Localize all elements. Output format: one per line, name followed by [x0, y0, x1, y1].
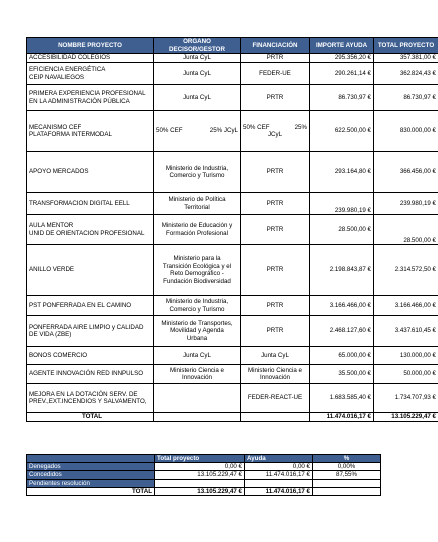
summary-pct [313, 479, 381, 487]
total-project-cell: 366.456,00 € [374, 152, 438, 193]
table-row [27, 85, 438, 111]
aid-amount-cell: 3.166.466,00 € [310, 296, 374, 316]
organ-cell: Junta CyL [154, 63, 241, 85]
aid-amount-cell: 622.500,00 € [310, 111, 374, 152]
aid-amount-cell: 65.000,00 € [310, 347, 374, 365]
header-project: NOMBRE PROYECTO [27, 38, 154, 54]
financing-cell: PRTR [241, 54, 310, 63]
summary-header-row [27, 455, 381, 463]
summary-aid: 11.474.016,17 € [245, 471, 313, 479]
financing-cell: PRTR [241, 85, 310, 111]
organ-cell: Ministerio para la Transición Ecológica y el Reto Demográfico - Fundación Biodiversidad [154, 245, 241, 296]
summary-pct: 0,00% [313, 463, 381, 471]
summary-total-pct-empty [313, 487, 381, 495]
financing-right: 25% [294, 123, 307, 131]
table-row [27, 215, 438, 245]
summary-row [27, 471, 381, 479]
summary-total-project: 13.105.229,47 € [155, 471, 245, 479]
table-row [27, 193, 438, 215]
financing-bottom: JCyL [267, 131, 283, 139]
project-name: AULA MENTOR UNID DE ORIENTACION PROFESIONAL [27, 215, 154, 245]
financing-cell: FEDER-REACT-UE [241, 384, 310, 413]
total-project-cell: 86.730,97 € [374, 85, 438, 111]
financing-cell: PRTR [241, 245, 310, 296]
header-financing: FINANCIACIÓN [241, 38, 310, 54]
organ-right: 25% JCyL [209, 127, 238, 135]
project-name: TRANSFORMACION DIGITAL EELL [27, 193, 154, 215]
project-name: ACCESIBILIDAD COLEGIOS [27, 54, 154, 63]
project-name: BONOS COMERCIO [27, 347, 154, 365]
total-project-cell: 362.824,43 € [374, 63, 438, 85]
project-name: MEJORA EN LA DOTACIÓN SERV. DE PREV.,EXT.INCENDIOS Y SALVAMENTO, [27, 384, 154, 413]
project-name: AGENTE INNOVACIÓN RED INNPULSO [27, 365, 154, 384]
financing-cell: PRTR [241, 215, 310, 245]
aid-amount-cell: 1.683.585,40 € [310, 384, 374, 413]
summary-header-pct: % [313, 455, 381, 463]
summary-total-project: 0,00 € [155, 463, 245, 471]
aid-amount-cell: 295.356,20 € [310, 54, 374, 63]
table-row [27, 245, 438, 296]
header-aid-amount: IMPORTE AYUDA [310, 38, 374, 54]
summary-label: Denegados [27, 463, 155, 471]
total-project-cell: 357.381,00 € [374, 54, 438, 63]
total-project-cell: 50.000,00 € [374, 365, 438, 384]
summary-label: Pendientes resolución [27, 479, 155, 487]
total-empty-financing [241, 413, 310, 422]
organ-cell: Junta CyL [154, 54, 241, 63]
financing-cell: PRTR [241, 193, 310, 215]
header-total-project: TOTAL PROYECTO [374, 38, 438, 54]
project-name: PST PONFERRADA EN EL CAMINO [27, 296, 154, 316]
organ-cell: Ministerio de Política Territorial [154, 193, 241, 215]
table-row [27, 63, 438, 85]
total-label: TOTAL [27, 413, 154, 422]
total-project-cell: 2.314.572,50 € [374, 245, 438, 296]
project-name: PRIMERA EXPERIENCIA PROFESIONAL EN LA ADMINISTRACIÓN PÚBLICA [27, 85, 154, 111]
table-row [27, 316, 438, 347]
organ-cell: Ministerio de Educación y Formación Profesional [154, 215, 241, 245]
summary-header-empty [27, 455, 155, 463]
financing-cell: PRTR [241, 316, 310, 347]
table-row [27, 54, 438, 63]
organ-cell [154, 384, 241, 413]
aid-amount-cell: 28.500,00 € [310, 215, 374, 245]
summary-total-aid: 11.474.016,17 € [245, 487, 313, 495]
organ-cell: Ministerio de Industria, Comercio y Turismo [154, 296, 241, 316]
aid-amount-cell: 293.164,80 € [310, 152, 374, 193]
total-project-cell: 830.000,00 € [374, 111, 438, 152]
summary-header-aid: Ayuda [245, 455, 313, 463]
total-project-cell: 1.734.707,93 € [374, 384, 438, 413]
financing-left: 50% CEF [243, 123, 270, 131]
table-header-row [27, 38, 438, 54]
summary-total-project [155, 479, 245, 487]
aid-amount-cell: 2.468.127,60 € [310, 316, 374, 347]
summary-header-total-project: Total proyecto [155, 455, 245, 463]
table-row [27, 347, 438, 365]
project-name: APOYO MERCADOS [27, 152, 154, 193]
organ-cell: Ministerio de Transportes, Movilidad y Agenda Urbana [154, 316, 241, 347]
table-row [27, 365, 438, 384]
summary-aid: 0,00 € [245, 463, 313, 471]
aid-amount-cell: 35.500,00 € [310, 365, 374, 384]
table-total-row [27, 413, 438, 422]
project-name: EFICIENCIA ENERGÉTICA CEIP NAVALIEGOS [27, 63, 154, 85]
financing-cell: PRTR [241, 152, 310, 193]
summary-pct: 87,55% [313, 471, 381, 479]
total-project-cell: 3.437.610,45 € [374, 316, 438, 347]
total-empty-organ [154, 413, 241, 422]
summary-aid [245, 479, 313, 487]
financing-cell: Ministerio Ciencia e Innovación [241, 365, 310, 384]
financing-cell [241, 111, 310, 152]
total-aid-amount: 11.474.016,17 € [310, 413, 374, 422]
total-project-cell: 28.500,00 € [374, 215, 438, 245]
project-name: ANILLO VERDE [27, 245, 154, 296]
project-name: MECANISMO CEF PLATAFORMA INTERMODAL [27, 111, 154, 152]
total-project-cell: 239.980,19 € [374, 193, 438, 215]
header-organ: ORGANO DECISOR/GESTOR [154, 38, 241, 54]
table-row [27, 111, 438, 152]
table-row [27, 384, 438, 413]
aid-amount-cell: 290.261,14 € [310, 63, 374, 85]
projects-table-wrapper [26, 37, 438, 422]
financing-cell: FEDER-UE [241, 63, 310, 85]
organ-cell: Junta CyL [154, 85, 241, 111]
aid-amount-cell: 86.730,97 € [310, 85, 374, 111]
summary-total-row [27, 487, 381, 495]
organ-cell: Ministerio de Industria, Comercio y Turismo [154, 152, 241, 193]
organ-cell: Junta CyL [154, 347, 241, 365]
organ-cell: Ministerio Ciencia e Innovación [154, 365, 241, 384]
summary-total-total-project: 13.105.229,47 € [155, 487, 245, 495]
organ-cell [154, 111, 241, 152]
summary-table [26, 454, 381, 496]
financing-cell: PRTR [241, 296, 310, 316]
organ-left: 50% CEF [156, 127, 183, 135]
total-project-sum: 13.105.229,47 € [374, 413, 438, 422]
project-name: PONFERRADA AIRE LIMPIO y CALIDAD DE VIDA (ZBE) [27, 316, 154, 347]
summary-row [27, 479, 381, 487]
table-row [27, 152, 438, 193]
financing-cell: Junta CyL [241, 347, 310, 365]
summary-row [27, 463, 381, 471]
aid-amount-cell: 239.980,19 € [310, 193, 374, 215]
aid-amount-cell: 2.198.843,87 € [310, 245, 374, 296]
table-row [27, 296, 438, 316]
summary-label: Concedidos [27, 471, 155, 479]
summary-total-label: TOTAL [27, 487, 155, 495]
projects-table [26, 37, 438, 422]
total-project-cell: 3.166.466,00 € [374, 296, 438, 316]
total-project-cell: 130.000,00 € [374, 347, 438, 365]
